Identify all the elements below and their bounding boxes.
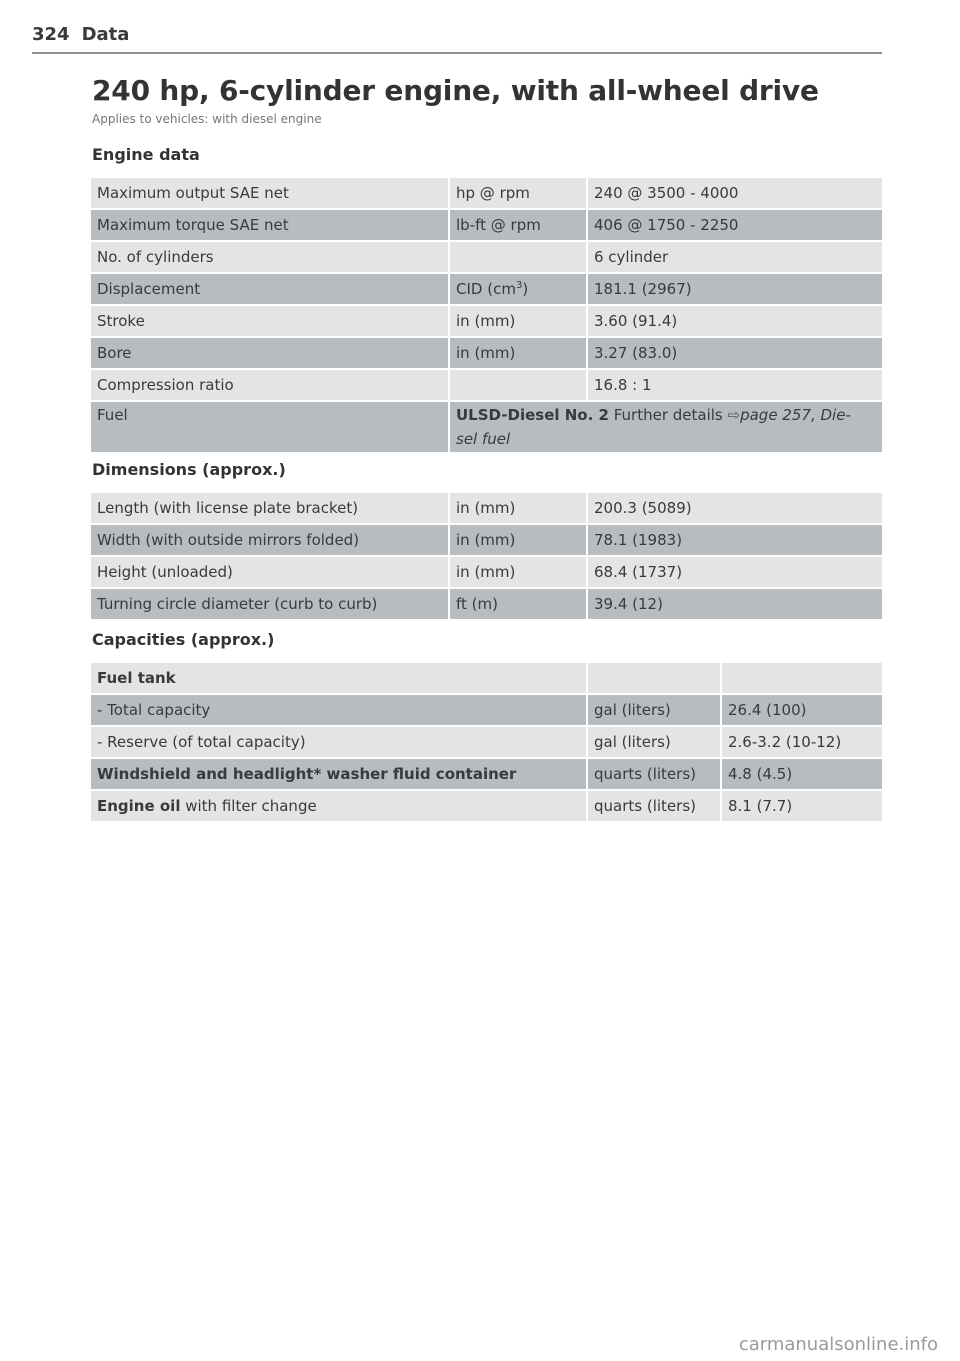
row-label: Windshield and headlight* washer fluid container [91, 759, 588, 791]
table-row [91, 759, 882, 791]
row-label: Engine oil with filter change [91, 791, 588, 823]
page-number: 324 [32, 24, 70, 45]
row-unit: ft (m) [450, 589, 588, 621]
fuel-row [91, 402, 882, 454]
page-reference-link[interactable]: page 257, Die- [740, 406, 851, 424]
row-label: - Reserve (of total capacity) [91, 727, 588, 759]
table-row [91, 557, 882, 589]
row-label: - Total capacity [91, 695, 588, 727]
table-row [91, 791, 882, 823]
row-label: Fuel tank [91, 663, 588, 695]
row-label: Length (with license plate bracket) [91, 493, 450, 525]
row-value: 4.8 (4.5) [722, 759, 882, 791]
table-row [91, 210, 882, 242]
row-unit: in (mm) [450, 525, 588, 557]
row-value: 78.1 (1983) [588, 525, 882, 557]
row-unit: in (mm) [450, 493, 588, 525]
row-unit: in (mm) [450, 557, 588, 589]
table-row [91, 306, 882, 338]
engine-data-heading: Engine data [92, 145, 200, 164]
row-label: Compression ratio [91, 370, 450, 402]
table-row [91, 663, 882, 695]
table-row [91, 178, 882, 210]
page-title: 240 hp, 6-cylinder engine, with all-wheel drive [92, 74, 819, 107]
dimensions-heading: Dimensions (approx.) [92, 460, 286, 479]
row-value: 68.4 (1737) [588, 557, 882, 589]
row-label: Displacement [91, 274, 450, 306]
table-row [91, 370, 882, 402]
table-row [91, 727, 882, 759]
row-unit: CID $(cm^3)$ [450, 274, 588, 306]
row-unit: gal (liters) [588, 727, 722, 759]
row-value: 16.8 : 1 [588, 370, 882, 402]
capacities-table [91, 663, 882, 823]
row-value: 181.1 (2967) [588, 274, 882, 306]
table-row [91, 338, 882, 370]
row-value [722, 663, 882, 695]
row-unit [588, 663, 722, 695]
row-unit [450, 370, 588, 402]
page-header [32, 24, 882, 54]
table-row [91, 695, 882, 727]
section-name: Data [81, 24, 130, 45]
row-label: Turning circle diameter (curb to curb) [91, 589, 450, 621]
row-unit [450, 242, 588, 274]
table-row [91, 242, 882, 274]
watermark-url: carmanualsonline.info [738, 1334, 938, 1355]
table-row [91, 493, 882, 525]
capacities-heading: Capacities (approx.) [92, 630, 275, 649]
row-label: Stroke [91, 306, 450, 338]
row-label: Bore [91, 338, 450, 370]
row-value: 3.60 (91.4) [588, 306, 882, 338]
table-row [91, 525, 882, 557]
table-row [91, 589, 882, 621]
row-unit: hp @ rpm [450, 178, 588, 210]
row-label: Fuel [91, 402, 450, 454]
row-unit: lb-ft @ rpm [450, 210, 588, 242]
page-reference-link-continued[interactable]: sel fuel [456, 430, 511, 448]
row-value: 240 @ 3500 - 4000 [588, 178, 882, 210]
row-label: Width (with outside mirrors folded) [91, 525, 450, 557]
table-row [91, 274, 882, 306]
applies-to-note: Applies to vehicles: with diesel engine [92, 112, 322, 126]
row-value: 26.4 (100) [722, 695, 882, 727]
row-unit: gal (liters) [588, 695, 722, 727]
row-unit: in (mm) [450, 338, 588, 370]
row-label: No. of cylinders [91, 242, 450, 274]
row-value: 8.1 (7.7) [722, 791, 882, 823]
row-unit: quarts (liters) [588, 791, 722, 823]
row-label: Height (unloaded) [91, 557, 450, 589]
row-value: 6 cylinder [588, 242, 882, 274]
row-unit: quarts (liters) [588, 759, 722, 791]
row-value: 39.4 (12) [588, 589, 882, 621]
row-value: 3.27 (83.0) [588, 338, 882, 370]
row-label: Maximum output SAE net [91, 178, 450, 210]
engine-data-table [91, 178, 882, 454]
row-unit: in (mm) [450, 306, 588, 338]
fuel-description: ULSD-Diesel No. 2 Further details ⇨page 257, Die- sel fuel [450, 402, 882, 454]
dimensions-table [91, 493, 882, 621]
cross-reference-arrow-icon: ⇨ [727, 406, 741, 424]
row-label: Maximum torque SAE net [91, 210, 450, 242]
row-value: 406 @ 1750 - 2250 [588, 210, 882, 242]
row-value: 2.6-3.2 (10-12) [722, 727, 882, 759]
row-value: 200.3 (5089) [588, 493, 882, 525]
